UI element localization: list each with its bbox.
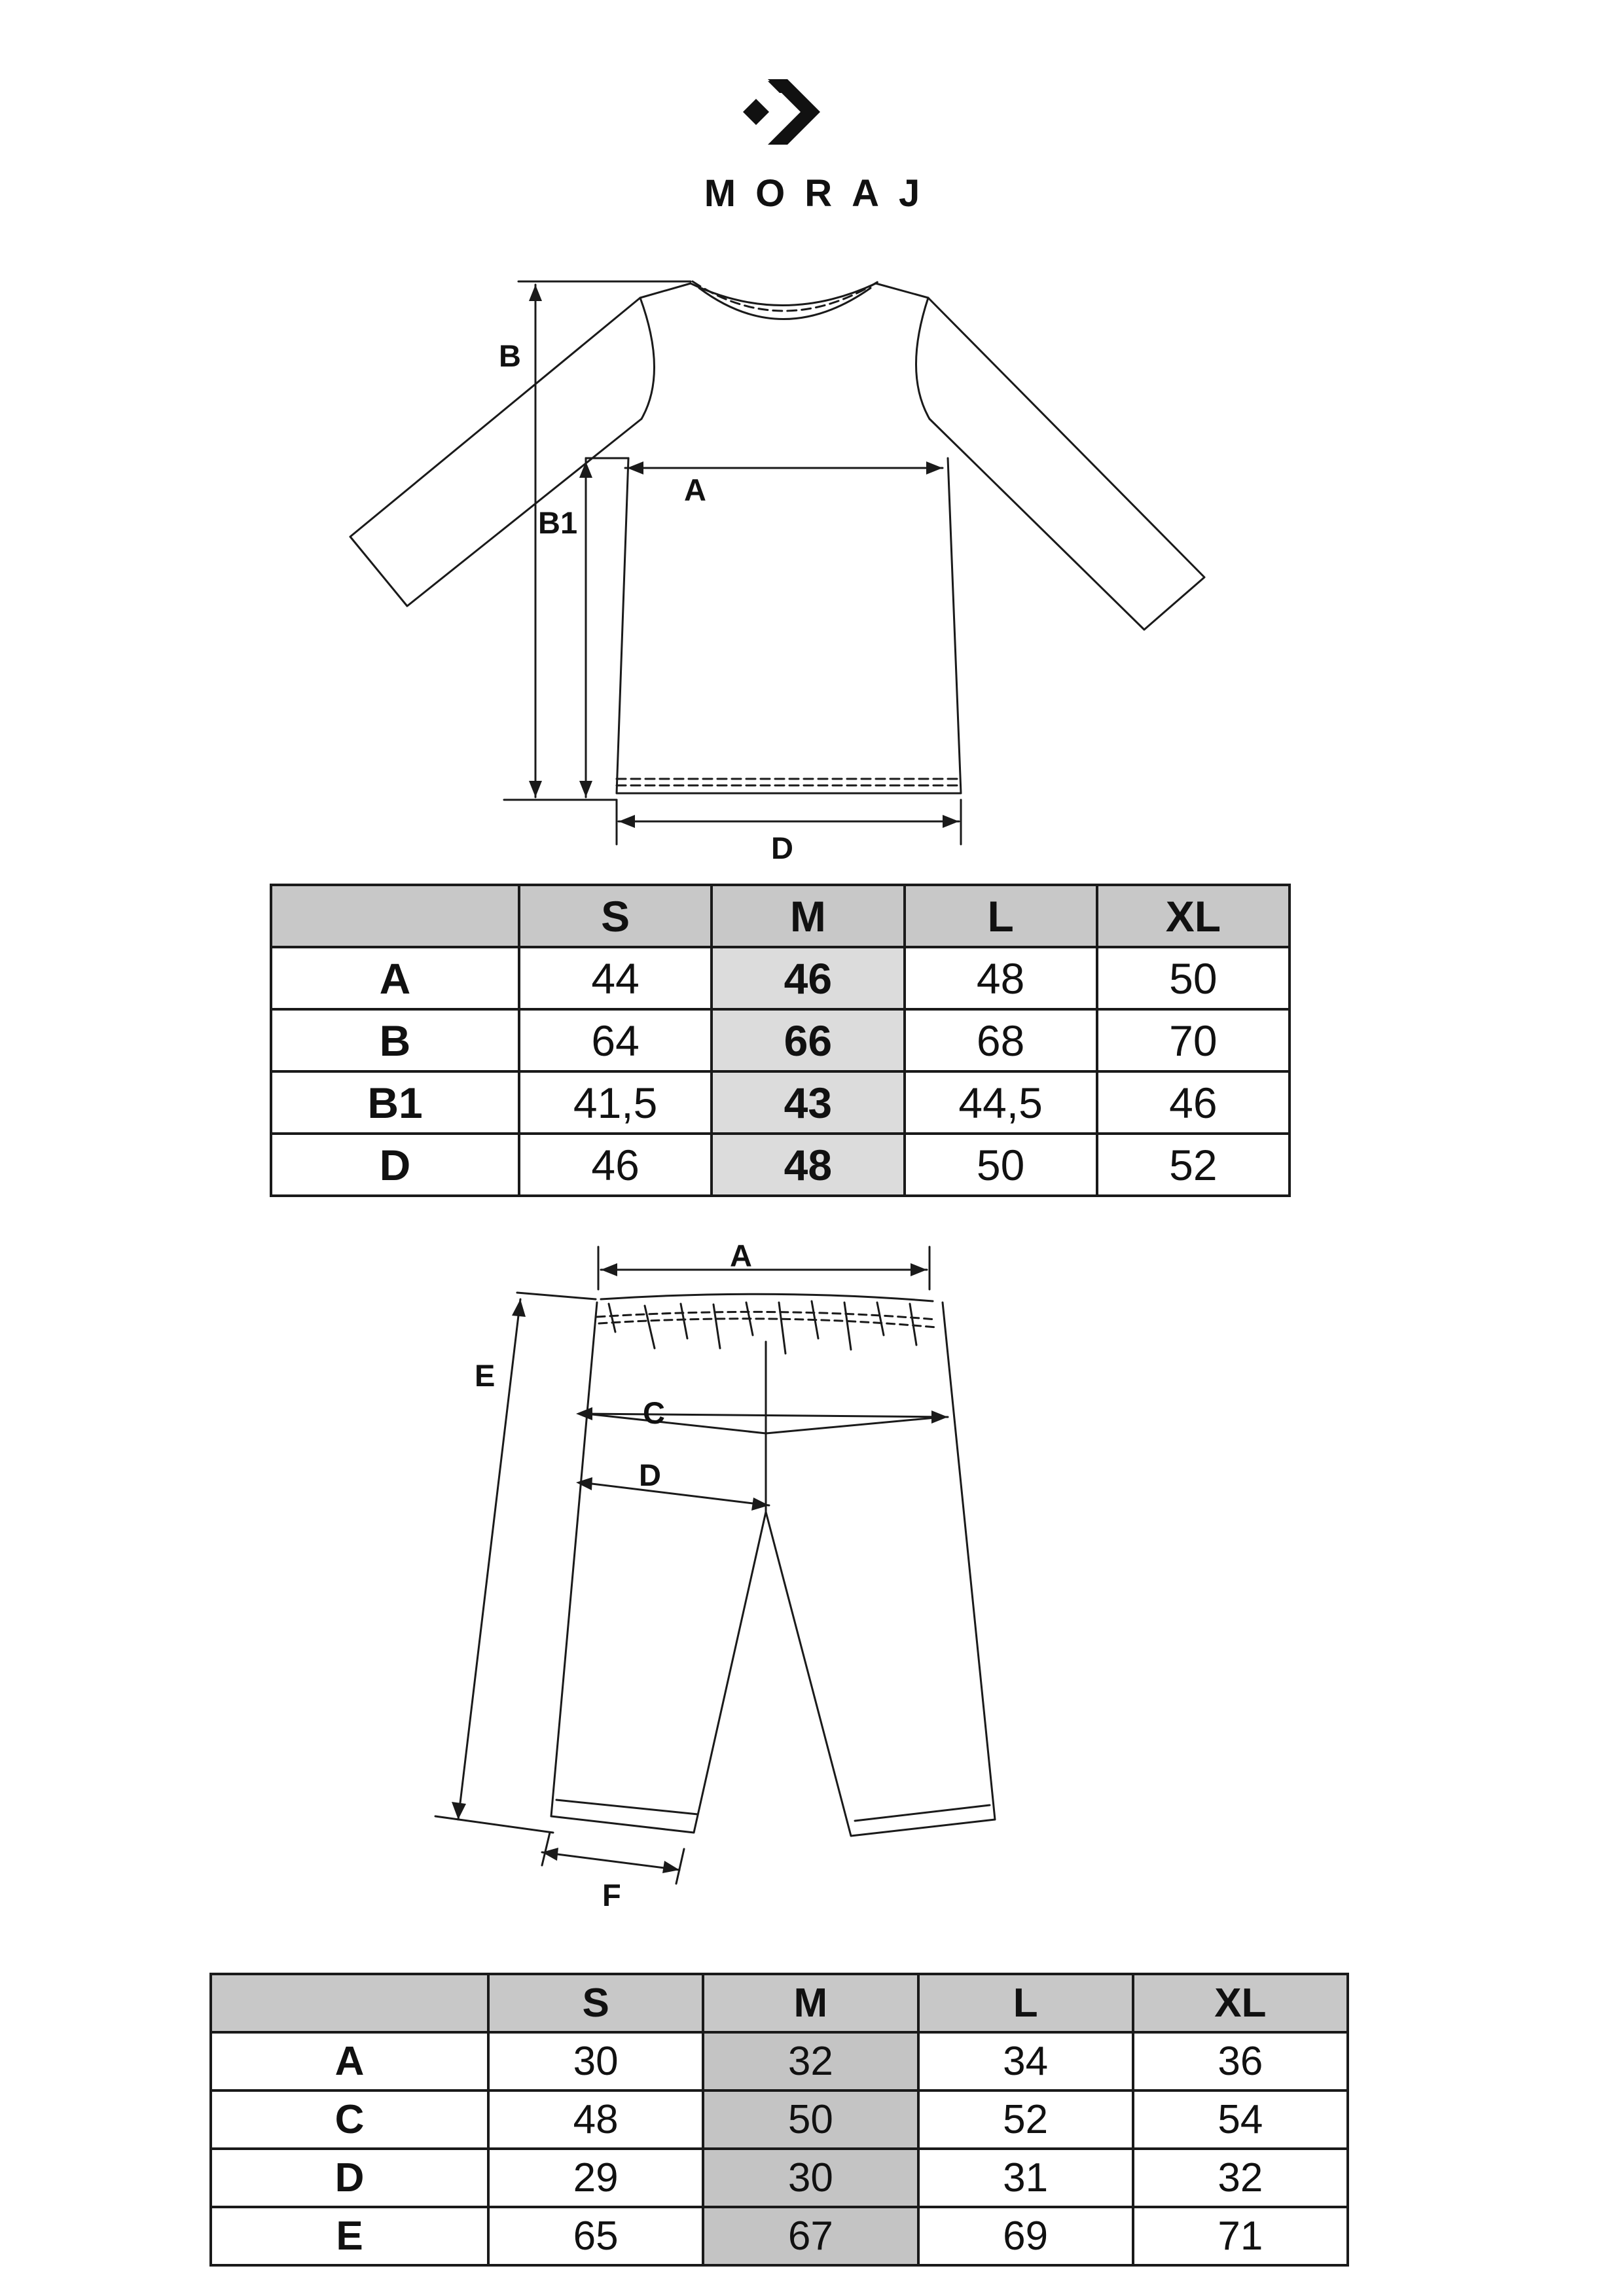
table-header-cell: S	[519, 885, 712, 947]
table-header-cell: XL	[1097, 885, 1290, 947]
table-row	[211, 2207, 1348, 2265]
table-cell: 50	[1097, 947, 1290, 1009]
row-label: D	[271, 1134, 519, 1196]
table-header-cell: M	[703, 1974, 918, 2032]
table-cell: 69	[918, 2207, 1133, 2265]
top-label-b: B	[499, 338, 521, 373]
bottom-label-c: C	[643, 1395, 665, 1430]
top-garment-outline	[350, 281, 1204, 793]
row-label: B	[271, 1009, 519, 1071]
table-cell-highlight: 67	[703, 2207, 918, 2265]
table-cell: 32	[1133, 2149, 1348, 2207]
table-row	[211, 2032, 1348, 2090]
table-header-cell: L	[905, 885, 1097, 947]
table-row	[271, 1009, 1290, 1071]
bottom-label-f: F	[602, 1878, 621, 1912]
table-cell: 46	[1097, 1071, 1290, 1134]
table-cell: 48	[905, 947, 1097, 1009]
table-cell-highlight: 30	[703, 2149, 918, 2207]
table-cell: 65	[488, 2207, 703, 2265]
table-header-cell	[271, 885, 519, 947]
top-label-d: D	[771, 831, 793, 865]
table-header-cell: S	[488, 1974, 703, 2032]
table-header-cell: XL	[1133, 1974, 1348, 2032]
table-row	[271, 1134, 1290, 1196]
row-label: D	[211, 2149, 488, 2207]
table-row	[211, 2090, 1348, 2149]
table-header-cell: M	[712, 885, 904, 947]
bottom-garment-outline	[551, 1294, 995, 1836]
table-header-row	[271, 885, 1290, 947]
table-cell: 41,5	[519, 1071, 712, 1134]
table-cell: 46	[519, 1134, 712, 1196]
table-row	[271, 1071, 1290, 1134]
brand-name: MORAJ	[704, 172, 940, 215]
table-cell: 50	[905, 1134, 1097, 1196]
bottom-size-table	[209, 1973, 1349, 2267]
table-cell-highlight: 32	[703, 2032, 918, 2090]
table-cell: 36	[1133, 2032, 1348, 2090]
table-cell: 44,5	[905, 1071, 1097, 1134]
table-cell: 31	[918, 2149, 1133, 2207]
row-label: B1	[271, 1071, 519, 1134]
table-cell-highlight: 50	[703, 2090, 918, 2149]
top-size-table	[270, 884, 1291, 1197]
table-header-cell	[211, 1974, 488, 2032]
table-row	[211, 2149, 1348, 2207]
bottom-arrowheads	[452, 1263, 948, 1873]
table-cell: 52	[1097, 1134, 1290, 1196]
table-cell-highlight: 43	[712, 1071, 904, 1134]
table-cell: 70	[1097, 1009, 1290, 1071]
table-cell-highlight: 46	[712, 947, 904, 1009]
top-label-a: A	[684, 473, 706, 507]
table-cell: 71	[1133, 2207, 1348, 2265]
table-cell: 29	[488, 2149, 703, 2207]
table-cell-highlight: 48	[712, 1134, 904, 1196]
bottom-label-a: A	[730, 1238, 752, 1273]
table-cell-highlight: 66	[712, 1009, 904, 1071]
table-cell: 30	[488, 2032, 703, 2090]
bottom-label-d: D	[639, 1458, 661, 1492]
top-label-b1: B1	[538, 505, 578, 540]
row-label: A	[211, 2032, 488, 2090]
table-cell: 44	[519, 947, 712, 1009]
row-label: C	[211, 2090, 488, 2149]
top-arrowheads	[529, 285, 959, 828]
table-cell: 48	[488, 2090, 703, 2149]
table-cell: 54	[1133, 2090, 1348, 2149]
table-cell: 64	[519, 1009, 712, 1071]
table-header-cell: L	[918, 1974, 1133, 2032]
bottom-label-e: E	[475, 1358, 496, 1393]
table-cell: 68	[905, 1009, 1097, 1071]
top-dimension-lines	[504, 281, 961, 844]
table-header-row	[211, 1974, 1348, 2032]
bottom-dimension-lines	[435, 1247, 948, 1884]
table-cell: 34	[918, 2032, 1133, 2090]
table-row	[271, 947, 1290, 1009]
table-cell: 52	[918, 2090, 1133, 2149]
row-label: A	[271, 947, 519, 1009]
row-label: E	[211, 2207, 488, 2265]
